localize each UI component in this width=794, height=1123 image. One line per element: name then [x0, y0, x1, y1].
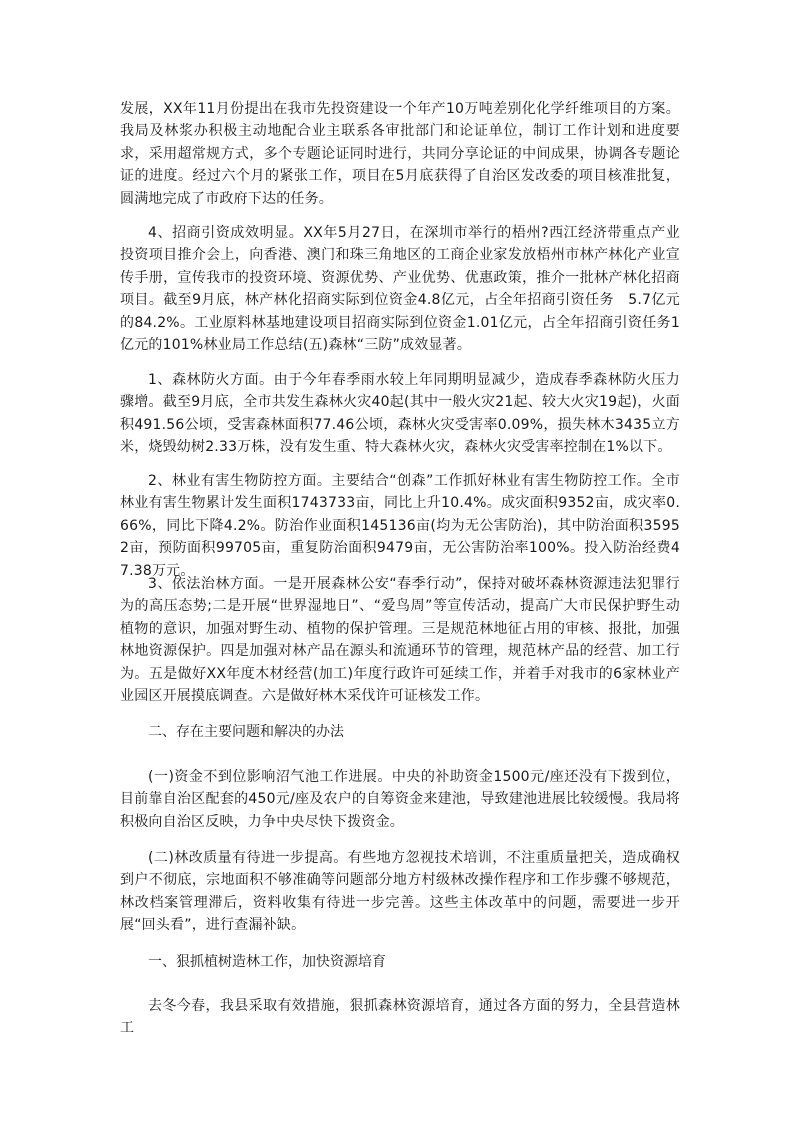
section-heading-problems: 二、存在主要问题和解决的办法: [148, 724, 344, 740]
paragraph-project-approval: 发展，XX年11月份提出在我市先投资建设一个年产10万吨差别化化学纤维项目的方案。我局及林浆办积极主动地配合业主联系各审批部门和论证单位，制订工作计划和进度要求，采用超常规方式，多个专题论证同时进行，共同分享论证的中间成果，协调各专题论证的进度。经过六个月的紧张工作，项目在5月底获得了自治区发改委的项目核准批复，圆满地完成了市政府下达的任务。: [120, 101, 680, 207]
section-heading-afforestation: 一、狠抓植树造林工作，加快资源培育: [148, 954, 386, 970]
paragraph-law-based-forestry: 3、依法治林方面。一是开展森林公安“春季行动”，保持对破坏森林资源违法犯罪行为的高压态势;二是开展“世界湿地日”、“爱鸟周”等宣传活动，提高广大市民保护野生动植物的意识，加强对野生动、植物的保护管理。三是规范林地征占用的审核、报批，加强林地资源保护。四是加强对林产品在源头和流通环节的管理，规范林产品的经营、加工行为。五是做好XX年度木材经营(加工)年度行政许可延续工作，并着手对我市的6家林业产业园区开展摸底调查。六是做好林木采伐许可证核发工作。: [120, 576, 680, 705]
paragraph-reform-quality: (二)林改质量有待进一步提高。有些地方忽视技术培训，不注重质量把关，造成确权到户不彻底，宗地面积不够准确等问题部分地方村级林改操作程序和工作步骤不够规范，林改档案管理滞后，资料收集有待进一步完善。这些主体改革中的问题，需要进一步开展“回头看”，进行查漏补缺。: [120, 850, 680, 934]
paragraph-afforestation: 去冬今春，我县采取有效措施，狠抓森林资源培育，通过各方面的努力，全县营造林工: [120, 998, 680, 1037]
paragraph-investment-attraction: 4、招商引资成效明显。XX年5月27日，在深圳市举行的梧州?西江经济带重点产业投资项目推介会上，向香港、澳门和珠三角地区的工商企业家发放梧州市林产林化产业宣传手册，宣传我市的投资环境、资源优势、产业优势、优惠政策，推介一批林产林化招商项目。截至9月底，林产林化招商实际到位资金4.8亿元，占全年招商引资任务 5.7亿元的84.2%。工业原料林基地建设项目招商实际到位资金1.01亿元，占全年招商引资任务1亿元的101%林业局工作总结(五)森林“三防”成效显著。: [120, 225, 680, 354]
paragraph-funding-issue: (一)资金不到位影响沼气池工作进展。中央的补助资金1500元/座还没有下拨到位，目前靠自治区配套的450元/座及农户的自筹资金来建池，导致建池进展比较缓慢。我局将积极向自治区反映，力争中央尽快下拨资金。: [120, 769, 680, 830]
paragraph-pest-control: 2、林业有害生物防控方面。主要结合“创森”工作抓好林业有害生物防控工作。全市林业有害生物累计发生面积1743733亩，同比上升10.4%。成灾面积9352亩，成灾率0.66%，同比下降4.2%。防治作业面积145136亩(均为无公害防治)，其中防治面积35952亩，预防面积99705亩，重复防治面积9479亩，无公害防治率100%。投入防治经费47.38万元。: [120, 473, 680, 579]
paragraph-forest-fire-prevention: 1、森林防火方面。由于今年春季雨水较上年同期明显减少，造成春季森林防火压力骤增。截至9月底，全市共发生森林火灾40起(其中一般火灾21起、较大火灾19起)，火面积491.56公顷，受害森林面积77.46公顷，森林火灾受害率0.09%，损失林木3435立方米，烧毁幼树2.33万株，没有发生重、特大森林火灾，森林火灾受害率控制在1%以下。: [120, 372, 680, 456]
